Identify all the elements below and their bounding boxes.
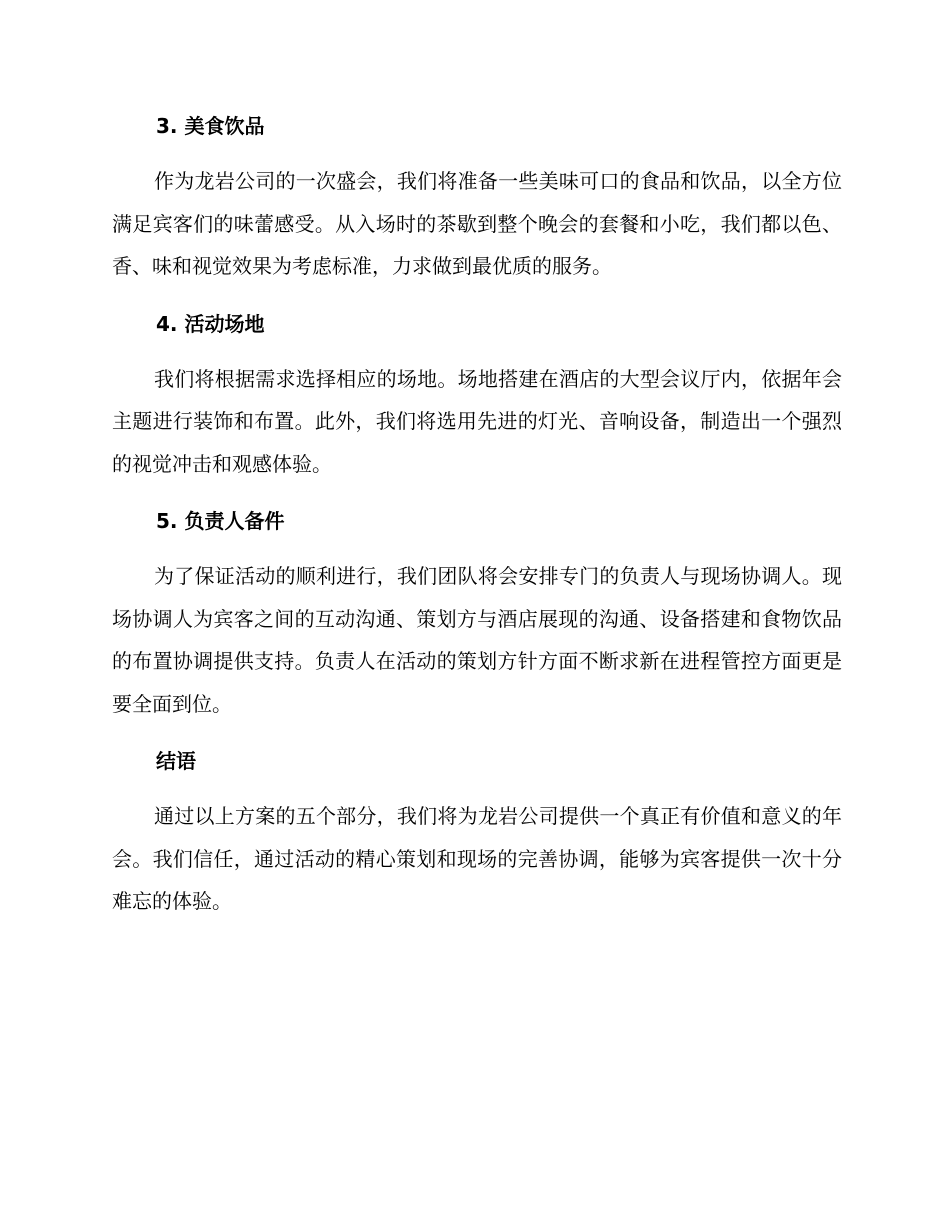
section-paragraph: 为了保证活动的顺利进行，我们团队将会安排专门的负责人与现场协调人。现场协调人为宾客之间的互动沟通、策划方与酒店展现的沟通、设备搭建和食物饮品的布置协调提供支持。负责人在活动的策划方针方面不断求新在进程管控方面更是要全面到位。 [112,564,842,716]
section-responsible-person [112,501,842,725]
section-heading: 4. 活动场地 [156,311,265,336]
section-heading: 3. 美食饮品 [156,114,265,138]
document-page [112,106,842,939]
section-venue [112,304,842,486]
section-paragraph: 通过以上方案的五个部分，我们将为龙岩公司提供一个真正有价值和意义的年会。我们信任，通过活动的精心策划和现场的完善协调，能够为宾客提供一次十分难忘的体验。 [112,804,842,913]
section-conclusion [112,741,842,923]
section-paragraph: 我们将根据需求选择相应的场地。场地搭建在酒店的大型会议厅内，依据年会主题进行装饰和布置。此外，我们将选用先进的灯光、音响设备，制造出一个强烈的视觉冲击和观感体验。 [112,366,842,476]
section-food-drinks [112,106,842,288]
section-heading: 5. 负责人备件 [156,509,285,533]
section-heading: 结语 [156,749,196,773]
section-paragraph: 作为龙岩公司的一次盛会，我们将准备一些美味可口的食品和饮品，以全方位满足宾客们的味蕾感受。从入场时的茶歇到整个晚会的套餐和小吃，我们都以色、香、味和视觉效果为考虑标准，力求做到最优质的服务。 [112,169,842,278]
